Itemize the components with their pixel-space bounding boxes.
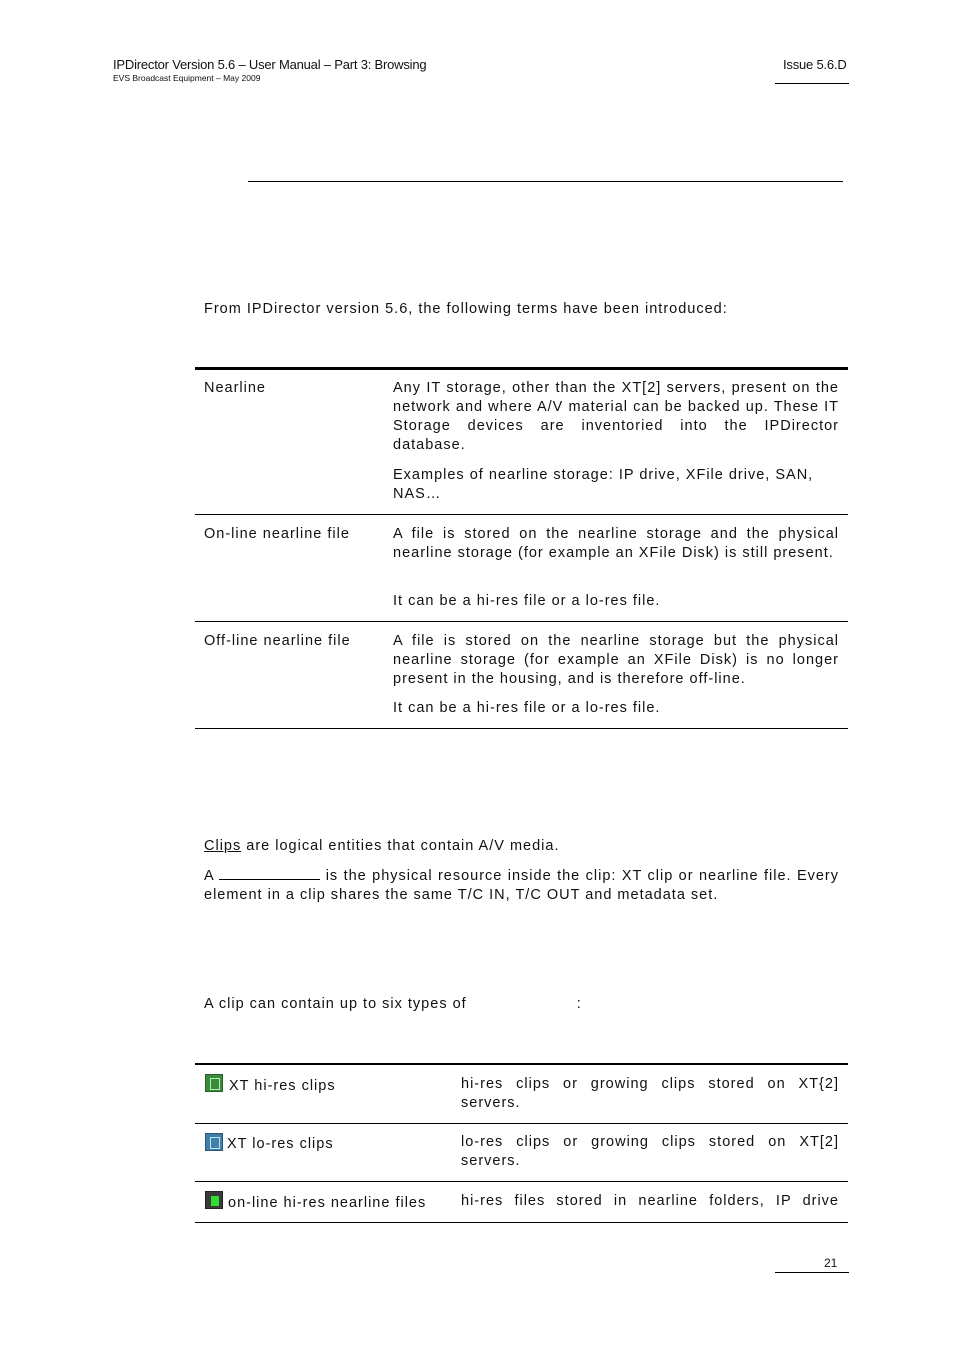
- type-desc-xt-hi-res: hi-res clips or growing clips stored on XT{2] servers.: [461, 1076, 839, 1111]
- table-row-divider: [195, 1181, 848, 1182]
- xt-hi-res-clip-icon: [205, 1074, 223, 1092]
- types-intro: [204, 995, 839, 1014]
- type-label-xt-lo-res: XT lo-res clips: [227, 1136, 334, 1152]
- element-term-blank: [219, 866, 320, 880]
- def-nearline-examples: Examples of nearline storage: IP drive, XFile drive, SAN, NAS…: [393, 467, 814, 502]
- def-online-nearline-file-note: It can be a hi-res file or a lo-res file.: [393, 593, 661, 609]
- intro-text: From IPDirector version 5.6, the following terms have been introduced:: [204, 301, 728, 317]
- clips-definition-text: are logical entities that contain A/V media.: [241, 838, 560, 854]
- terms-table-top-rule: [195, 367, 848, 370]
- types-intro-colon: :: [576, 996, 582, 1012]
- clips-definition: [204, 837, 839, 856]
- table-row-divider: [195, 1123, 848, 1124]
- clips-link[interactable]: Clips: [204, 838, 242, 854]
- types-intro-text: A clip can contain up to six types of: [204, 996, 467, 1012]
- table-row-divider: [195, 621, 848, 622]
- def-offline-nearline-file-note: It can be a hi-res file or a lo-res file.: [393, 700, 661, 716]
- type-label-xt-hi-res: XT hi-res clips: [229, 1078, 336, 1094]
- page-number: 21: [824, 1256, 838, 1270]
- type-desc-xt-lo-res: lo-res clips or growing clips stored on XT[2] servers.: [461, 1134, 839, 1169]
- def-nearline: Any IT storage, other than the XT[2] servers, present on the network and where A/V material can be backed up. These IT Storage devices are inventoried into the IPDirector database.: [393, 380, 839, 453]
- element-definition: [204, 866, 839, 905]
- term-offline-nearline-file: Off-line nearline file: [204, 633, 351, 649]
- xt-lo-res-clip-icon: [205, 1133, 223, 1151]
- terms-table-bottom-rule: [195, 728, 848, 729]
- footer-rule: [775, 1272, 849, 1273]
- element-definition-text: is the physical resource inside the clip: XT clip or nearline file. Every element in a clip shares the same T/C IN, T/C OUT and metadata set.: [204, 868, 840, 903]
- header-title: IPDirector Version 5.6 – User Manual – Part 3: Browsing: [113, 57, 427, 72]
- type-desc-online-hi-res-nearline: hi-res files stored in nearline folders, IP drive: [461, 1193, 839, 1209]
- header-subtitle: EVS Broadcast Equipment – May 2009: [113, 73, 261, 83]
- def-offline-nearline-file: A file is stored on the nearline storage but the physical nearline storage (for example an XFile Disk) is no longer present in the housing, and is therefore off-line.: [393, 633, 839, 687]
- element-prefix: A: [204, 868, 214, 884]
- header-rule: [775, 83, 849, 84]
- header-issue: Issue 5.6.D: [783, 57, 847, 72]
- type-label-online-hi-res-nearline: on-line hi-res nearline files: [228, 1195, 427, 1211]
- online-hi-res-nearline-file-icon: [205, 1191, 223, 1209]
- def-online-nearline-file: A file is stored on the nearline storage and the physical nearline storage (for example an XFile Disk) is still present.: [393, 526, 839, 561]
- term-nearline: Nearline: [204, 380, 266, 396]
- term-online-nearline-file: On-line nearline file: [204, 526, 350, 542]
- types-table-bottom-rule: [195, 1222, 848, 1223]
- types-table-top-rule: [195, 1063, 848, 1065]
- table-row-divider: [195, 514, 848, 515]
- section-rule: [248, 181, 843, 182]
